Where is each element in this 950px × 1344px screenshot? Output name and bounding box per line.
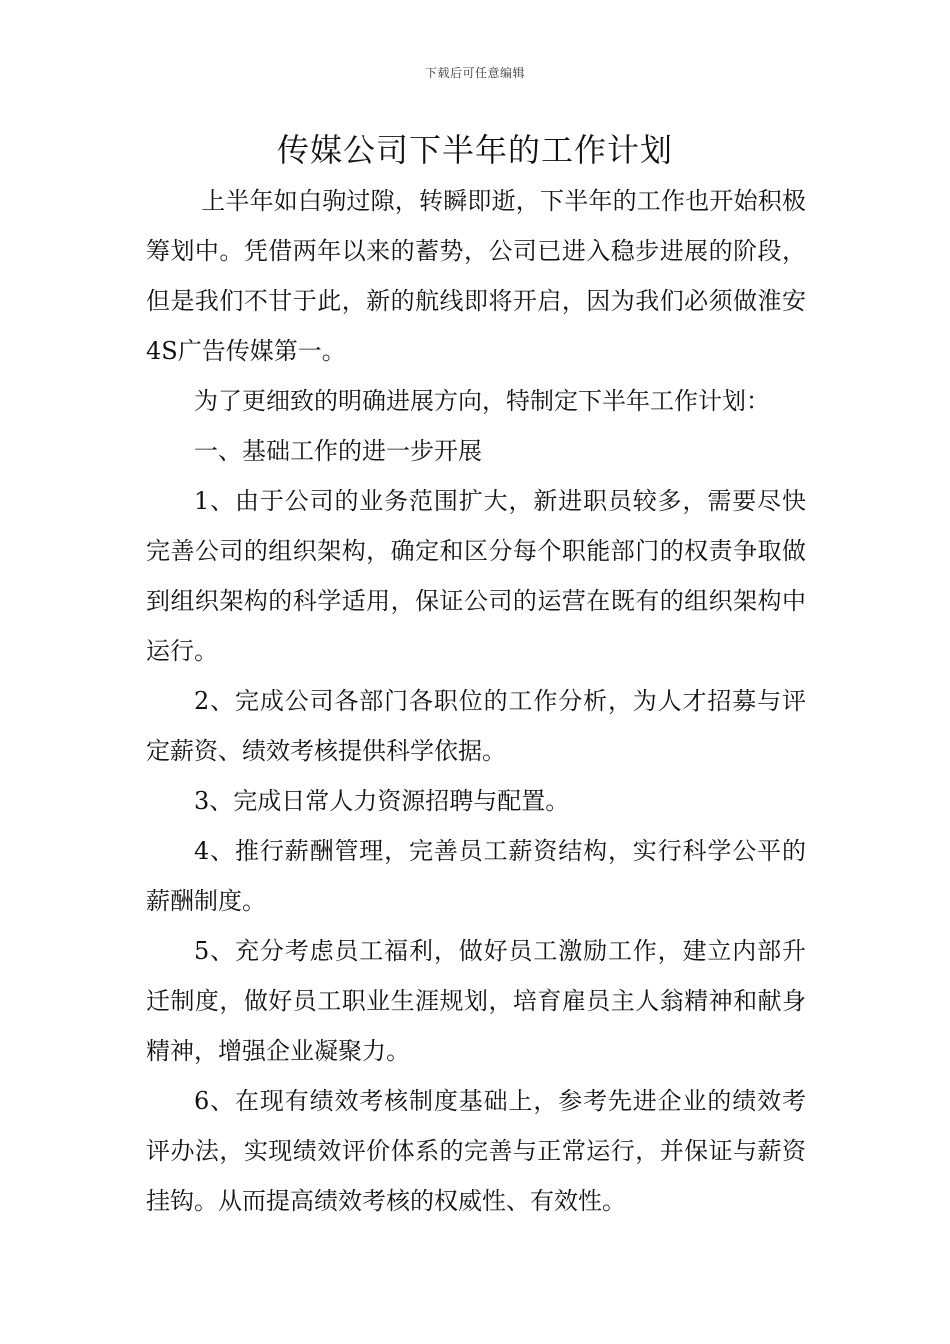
list-item-5: 5、充分考虑员工福利，做好员工激励工作，建立内部升迁制度，做好员工职业生涯规划，培育雇员主人翁精神和献身精神，增强企业凝聚力。 [146, 937, 806, 1065]
section-heading: 一、基础工作的进一步开展 [194, 437, 482, 465]
list-item-6: 6、在现有绩效考核制度基础上，参考先进企业的绩效考评办法，实现绩效评价体系的完善与正常运行，并保证与薪资挂钩。从而提高绩效考核的权威性、有效性。 [146, 1087, 806, 1215]
header-note: 下载后可任意编辑 [424, 66, 525, 80]
paragraph-intro: 上半年如白驹过隙，转瞬即逝，下半年的工作也开始积极筹划中。凭借两年以来的蓄势，公司已进入稳步进展的阶段，但是我们不甘于此，新的航线即将开启，因为我们必须做淮安4S广告传媒第一。 [146, 187, 806, 365]
list-item-3: 3、完成日常人力资源招聘与配置。 [194, 787, 570, 815]
document-body [146, 176, 806, 1226]
list-item-2: 2、完成公司各部门各职位的工作分析，为人才招募与评定薪资、绩效考核提供科学依据。 [146, 687, 806, 765]
list-item-1: 1、由于公司的业务范围扩大，新进职员较多，需要尽快完善公司的组织架构，确定和区分每个职能部门的权责争取做到组织架构的科学适用，保证公司的运营在既有的组织架构中运行。 [146, 487, 806, 665]
paragraph-purpose: 为了更细致的明确进展方向，特制定下半年工作计划： [194, 387, 770, 415]
document-title: 传媒公司下半年的工作计划 [276, 131, 673, 169]
list-item-4: 4、推行薪酬管理，完善员工薪资结构，实行科学公平的薪酬制度。 [146, 837, 806, 915]
